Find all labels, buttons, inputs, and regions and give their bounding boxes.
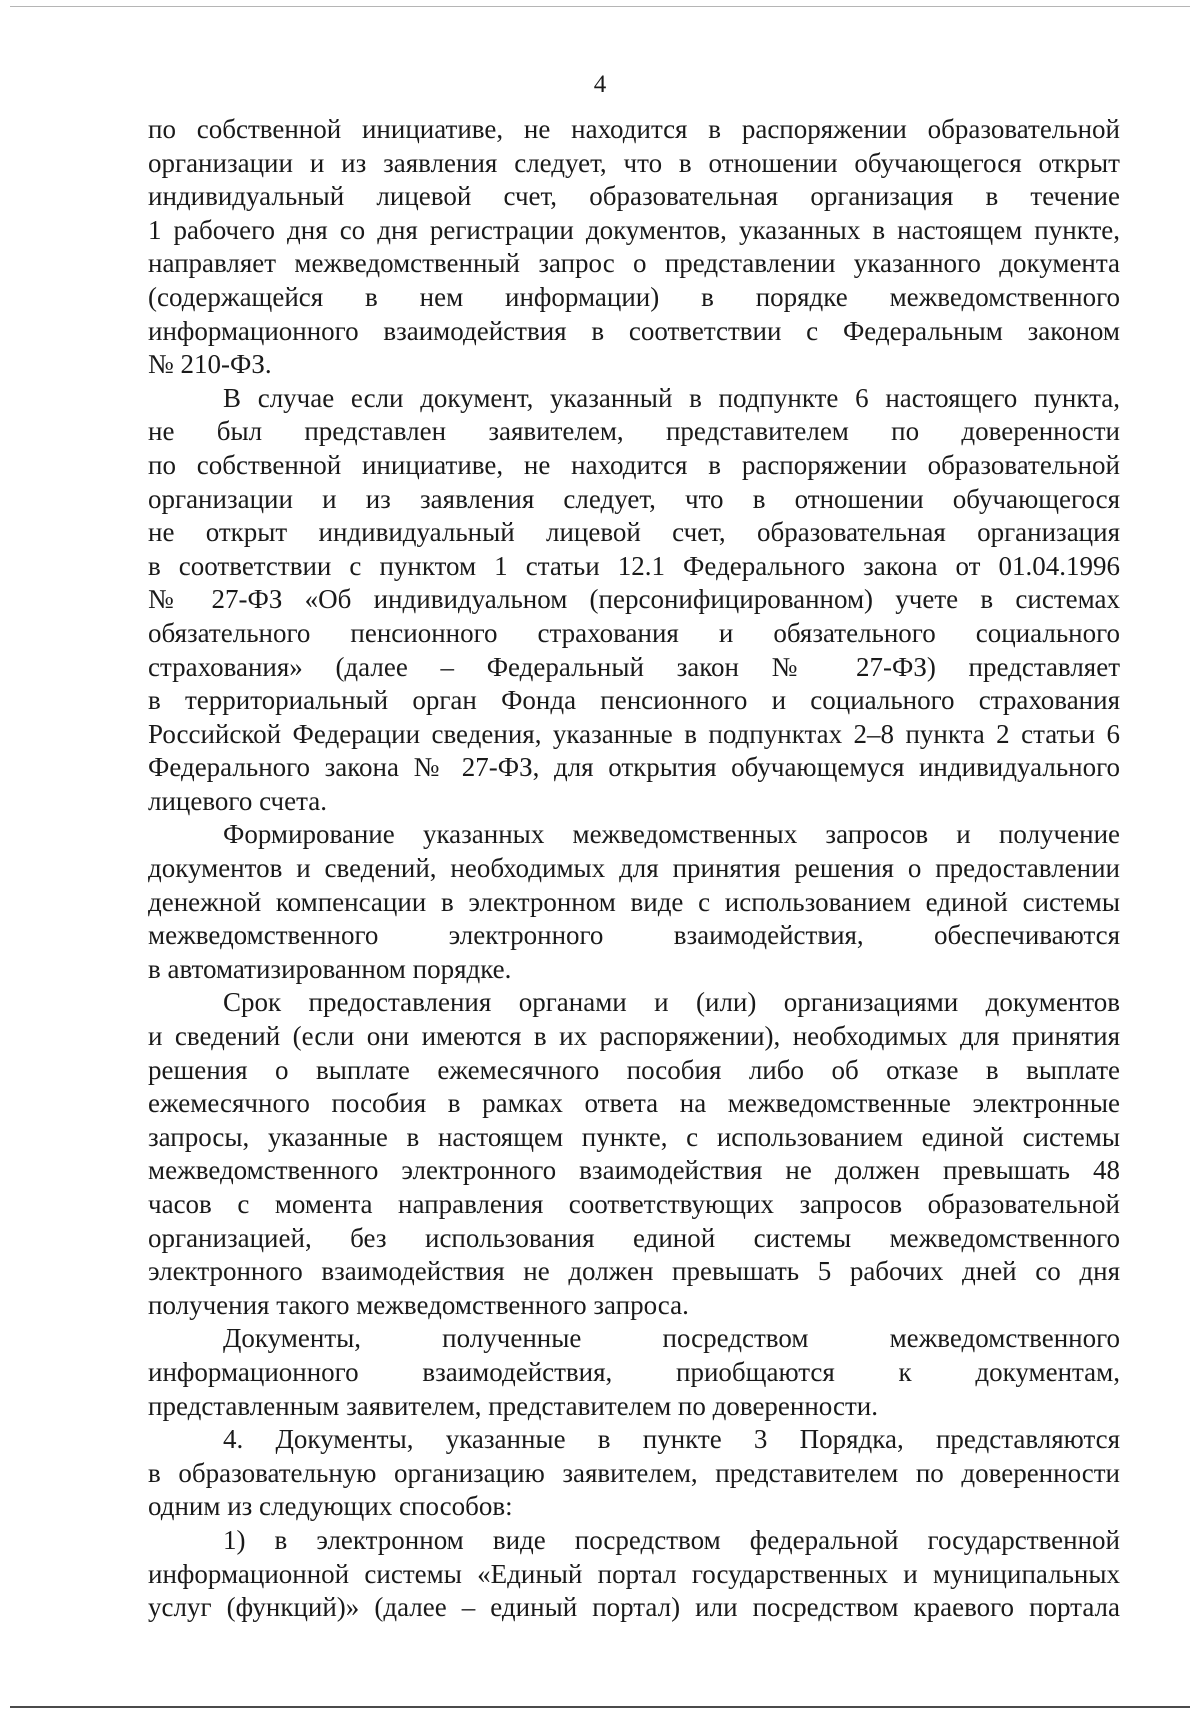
text-line: № 27-ФЗ «Об индивидуальном (персонифицированном) учете в системах — [148, 584, 1120, 615]
text-line: не открыт индивидуальный лицевой счет, образовательная организация — [148, 517, 1120, 548]
text-line: 1) в электронном виде посредством федеральной государственной — [223, 1524, 1120, 1555]
text-line: по собственной инициативе, не находится в распоряжении образовательной — [148, 114, 1120, 144]
text-line: межведомственного электронного взаимодействия не должен превышать 48 — [148, 1155, 1120, 1186]
text-line: не был представлен заявителем, представителем по доверенности — [148, 416, 1120, 447]
text-line: Документы, полученные посредством межведомственного — [223, 1323, 1120, 1354]
text-line: 1 рабочего дня со дня регистрации документов, указанных в настоящем пункте, — [148, 214, 1120, 245]
text-line: в территориальный орган Фонда пенсионного и социального страхования — [148, 685, 1120, 716]
text-line: часов с момента направления соответствующих запросов образовательной — [148, 1189, 1120, 1219]
text-line: № 210-ФЗ. — [148, 349, 272, 380]
text-line: межведомственного электронного взаимодействия, обеспечиваются — [148, 920, 1120, 951]
text-line: денежной компенсации в электронном виде с использованием единой системы — [148, 886, 1120, 917]
text-line: 4. Документы, указанные в пункте 3 Порядка, представляются — [223, 1424, 1120, 1455]
text-line: запросы, указанные в настоящем пункте, с использованием единой системы — [148, 1121, 1120, 1152]
text-line: организации и из заявления следует, что в отношении обучающегося — [148, 483, 1120, 514]
text-line: в автоматизированном порядке. — [148, 953, 512, 984]
text-line: обязательного пенсионного страхования и обязательного социального — [148, 617, 1120, 648]
text-line: электронного взаимодействия не должен превышать 5 рабочих дней со дня — [148, 1256, 1120, 1287]
text-line: информационного взаимодействия, приобщаются к документам, — [148, 1356, 1120, 1387]
text-line: информационного взаимодействия в соответствии с Федеральным законом — [148, 315, 1120, 346]
scan-edge-top — [10, 6, 1190, 7]
text-line: (содержащейся в нем информации) в порядке межведомственного — [148, 281, 1120, 312]
scan-edge-bottom — [10, 1706, 1190, 1708]
text-line: Срок предоставления органами и (или) организациями документов — [223, 987, 1120, 1018]
text-line: услуг (функций)» (далее – единый портал) или посредством краевого портала — [148, 1592, 1120, 1623]
text-line: решения о выплате ежемесячного пособия либо об отказе в выплате — [148, 1054, 1120, 1085]
text-line: информационной системы «Единый портал государственных и муниципальных — [148, 1558, 1120, 1589]
text-line: по собственной инициативе, не находится в распоряжении образовательной — [148, 449, 1120, 480]
page-number: 4 — [593, 71, 607, 98]
text-line: в соответствии с пунктом 1 статьи 12.1 Федерального закона от 01.04.1996 — [148, 550, 1120, 581]
document-body — [148, 113, 1120, 1625]
text-line: страхования» (далее – Федеральный закон № 27-ФЗ) представляет — [148, 651, 1120, 682]
text-line: лицевого счета. — [148, 785, 327, 816]
text-line: Формирование указанных межведомственных запросов и получение — [223, 819, 1120, 850]
text-line: получения такого межведомственного запроса. — [148, 1289, 689, 1320]
text-line: направляет межведомственный запрос о представлении указанного документа — [148, 248, 1120, 279]
text-line: Федерального закона № 27-ФЗ, для открытия обучающемуся индивидуального — [148, 752, 1120, 783]
text-line: ежемесячного пособия в рамках ответа на межведомственные электронные — [148, 1088, 1120, 1119]
text-line: организацией, без использования единой системы межведомственного — [148, 1222, 1120, 1253]
text-line: документов и сведений, необходимых для принятия решения о предоставлении — [148, 853, 1120, 884]
text-line: Российской Федерации сведения, указанные в подпунктах 2–8 пункта 2 статьи 6 — [148, 718, 1120, 749]
text-line: представленным заявителем, представителем по доверенности. — [148, 1390, 878, 1421]
text-line: В случае если документ, указанный в подпункте 6 настоящего пункта, — [223, 382, 1120, 413]
text-line: индивидуальный лицевой счет, образовательная организация в течение — [148, 181, 1120, 212]
text-line: и сведений (если они имеются в их распоряжении), необходимых для принятия — [148, 1021, 1120, 1052]
text-line: в образовательную организацию заявителем, представителем по доверенности — [148, 1457, 1120, 1488]
text-line: одним из следующих способов: — [148, 1491, 513, 1522]
text-line: организации и из заявления следует, что в отношении обучающегося открыт — [148, 147, 1120, 178]
